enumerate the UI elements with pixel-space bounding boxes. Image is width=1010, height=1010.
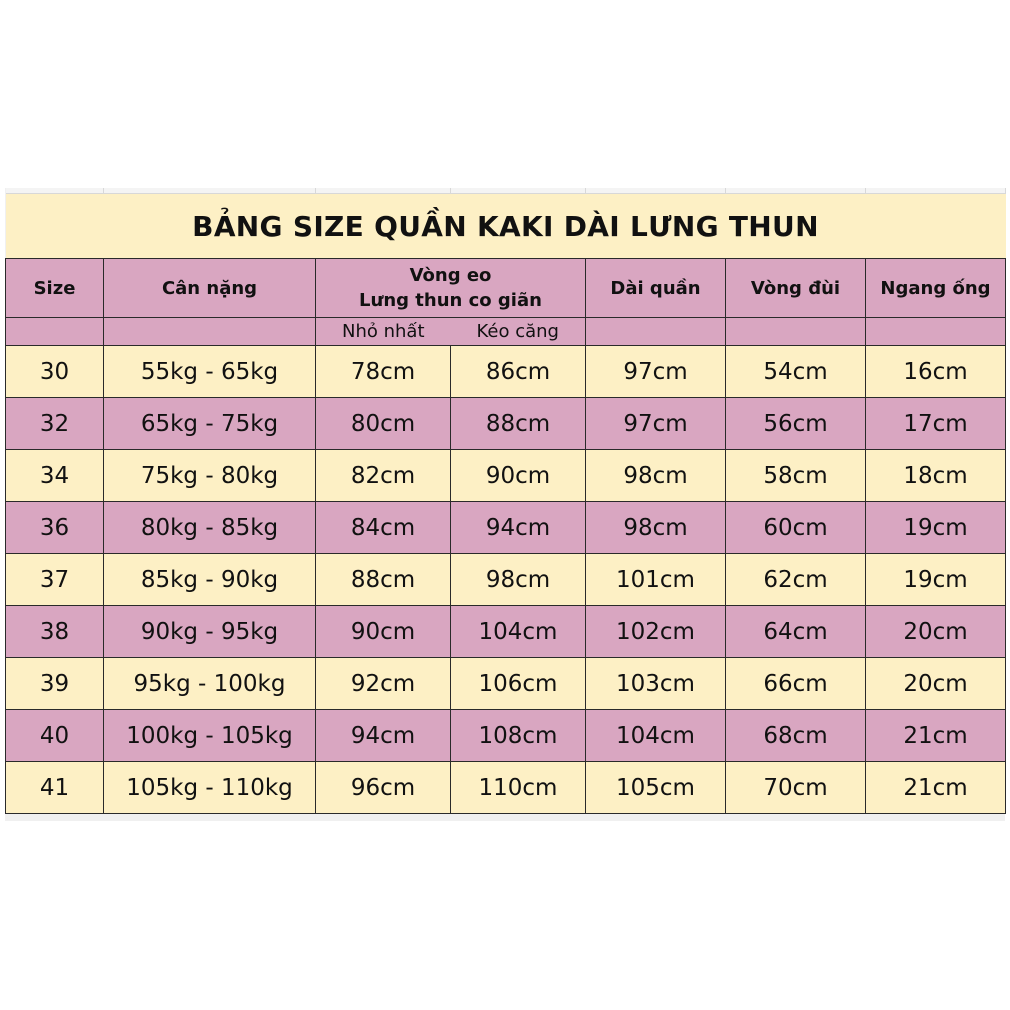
cell-weight: 100kg - 105kg [104, 710, 316, 762]
cell-thigh: 70cm [726, 762, 866, 814]
table-row [6, 658, 1006, 710]
subheader-waist-max: Kéo căng [451, 318, 586, 346]
cell-weight: 65kg - 75kg [104, 398, 316, 450]
cell-length: 97cm [586, 398, 726, 450]
cell-hem: 21cm [866, 762, 1006, 814]
cell-length: 104cm [586, 710, 726, 762]
cell-hem: 16cm [866, 346, 1006, 398]
subheader-waist-min: Nhỏ nhất [316, 318, 451, 346]
cell-waist-max: 94cm [451, 502, 586, 554]
cell-waist-max: 88cm [451, 398, 586, 450]
cell-weight: 75kg - 80kg [104, 450, 316, 502]
cell-waist-max: 106cm [451, 658, 586, 710]
cell-length: 102cm [586, 606, 726, 658]
header-thigh: Vòng đùi [726, 259, 866, 318]
cell-waist-max: 108cm [451, 710, 586, 762]
header-row [6, 259, 1006, 318]
cell-size: 37 [6, 554, 104, 606]
chart-title: BẢNG SIZE QUẦN KAKI DÀI LƯNG THUN [6, 194, 1006, 259]
cell-length: 97cm [586, 346, 726, 398]
size-chart-table [5, 188, 1006, 814]
cell-length: 101cm [586, 554, 726, 606]
cell-waist-min: 84cm [316, 502, 451, 554]
cell-hem: 20cm [866, 606, 1006, 658]
table-row [6, 554, 1006, 606]
header-weight: Cân nặng [104, 259, 316, 318]
cell-size: 38 [6, 606, 104, 658]
cell-waist-max: 110cm [451, 762, 586, 814]
cell-thigh: 56cm [726, 398, 866, 450]
cell-waist-max: 104cm [451, 606, 586, 658]
table-row [6, 450, 1006, 502]
cell-hem: 17cm [866, 398, 1006, 450]
cell-waist-min: 82cm [316, 450, 451, 502]
header-length: Dài quần [586, 259, 726, 318]
cell-waist-max: 86cm [451, 346, 586, 398]
cell-waist-min: 92cm [316, 658, 451, 710]
cell-length: 98cm [586, 502, 726, 554]
subheader-empty [866, 318, 1006, 346]
cell-length: 103cm [586, 658, 726, 710]
cell-hem: 19cm [866, 554, 1006, 606]
cell-size: 30 [6, 346, 104, 398]
cell-hem: 18cm [866, 450, 1006, 502]
cell-weight: 85kg - 90kg [104, 554, 316, 606]
cell-length: 105cm [586, 762, 726, 814]
subheader-empty [586, 318, 726, 346]
cell-thigh: 64cm [726, 606, 866, 658]
cell-size: 41 [6, 762, 104, 814]
cell-size: 39 [6, 658, 104, 710]
cell-waist-min: 90cm [316, 606, 451, 658]
cell-weight: 55kg - 65kg [104, 346, 316, 398]
header-waist [316, 259, 586, 318]
subheader-empty [104, 318, 316, 346]
cell-weight: 105kg - 110kg [104, 762, 316, 814]
header-waist-line2: Lưng thun co giãn [359, 290, 542, 311]
cell-waist-min: 96cm [316, 762, 451, 814]
cell-thigh: 68cm [726, 710, 866, 762]
cell-thigh: 62cm [726, 554, 866, 606]
cell-waist-min: 78cm [316, 346, 451, 398]
subheader-row [6, 318, 1006, 346]
table-row [6, 710, 1006, 762]
cell-size: 36 [6, 502, 104, 554]
subheader-empty [726, 318, 866, 346]
header-waist-line1: Vòng eo [409, 265, 492, 286]
cell-thigh: 66cm [726, 658, 866, 710]
cell-waist-min: 94cm [316, 710, 451, 762]
cell-weight: 95kg - 100kg [104, 658, 316, 710]
table-row [6, 502, 1006, 554]
table-row [6, 606, 1006, 658]
cell-hem: 19cm [866, 502, 1006, 554]
cell-waist-min: 80cm [316, 398, 451, 450]
cell-size: 32 [6, 398, 104, 450]
title-row [6, 194, 1006, 259]
cell-hem: 21cm [866, 710, 1006, 762]
header-size: Size [6, 259, 104, 318]
cell-waist-max: 90cm [451, 450, 586, 502]
cell-length: 98cm [586, 450, 726, 502]
header-hem: Ngang ống [866, 259, 1006, 318]
cell-size: 40 [6, 710, 104, 762]
cell-waist-max: 98cm [451, 554, 586, 606]
cell-size: 34 [6, 450, 104, 502]
subheader-empty [6, 318, 104, 346]
cell-thigh: 60cm [726, 502, 866, 554]
cell-thigh: 58cm [726, 450, 866, 502]
cell-hem: 20cm [866, 658, 1006, 710]
cell-waist-min: 88cm [316, 554, 451, 606]
table-row [6, 398, 1006, 450]
cell-weight: 80kg - 85kg [104, 502, 316, 554]
size-chart-sheet [5, 188, 1005, 821]
cell-thigh: 54cm [726, 346, 866, 398]
cell-weight: 90kg - 95kg [104, 606, 316, 658]
table-row [6, 346, 1006, 398]
table-row [6, 762, 1006, 814]
